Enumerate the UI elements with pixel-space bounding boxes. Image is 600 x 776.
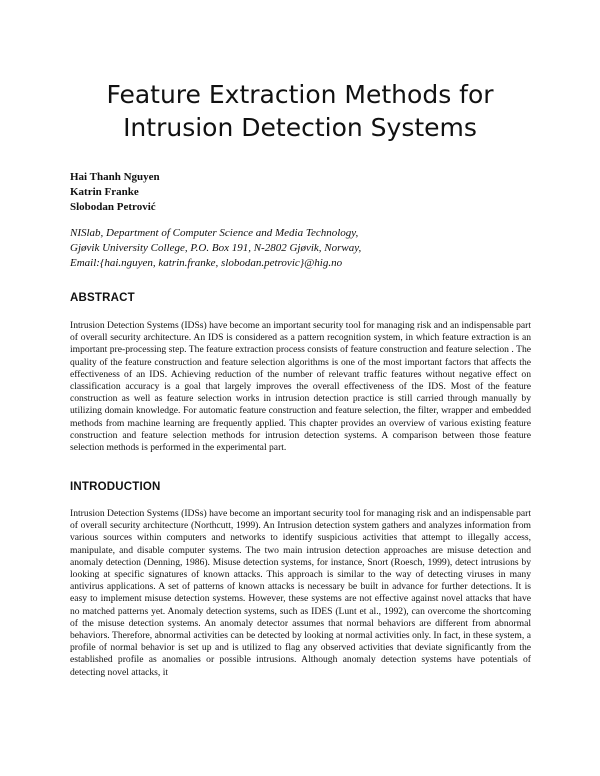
- author-name: Katrin Franke: [70, 186, 139, 198]
- title-line-2: Intrusion Detection Systems: [123, 113, 477, 142]
- abstract-heading: ABSTRACT: [70, 292, 135, 304]
- author-name: Slobodan Petrović: [70, 201, 156, 213]
- affiliation-email-line: Email:{hai.nguyen, katrin.franke, slobodan.petrovic}@hig.no: [70, 257, 343, 269]
- affiliation-block: [70, 226, 361, 271]
- affiliation-line: NISlab, Department of Computer Science and Media Technology,: [70, 227, 359, 239]
- introduction-heading: INTRODUCTION: [70, 481, 161, 493]
- author-name: Hai Thanh Nguyen: [70, 171, 160, 183]
- title-line-1: Feature Extraction Methods for: [106, 80, 494, 109]
- affiliation-line: Gjøvik University College, P.O. Box 191, N-2802 Gjøvik, Norway,: [70, 242, 362, 254]
- introduction-paragraph: Intrusion Detection Systems (IDSs) have become an important security tool for managing risk and an indispensable part of overall security architecture (Northcutt, 1999). An Intrusion detection system gathers and analyzes information from various sources within computers and networks to identify suspicious activities that attempt to illegally access, manipulate, and disable computer systems. The two main intrusion detection approaches are misuse detection and anomaly detection (Denning, 1986). Misuse detection systems, for instance, Snort (Roesch, 1999), detect intrusions by looking at specific signatures of known attacks. This approach is similar to the way of detecting viruses in many antivirus applications. A set of patterns of known attacks is necessary be built in advance for further detections. It is easy to implement misuse detection systems. However, these systems are not effective against novel attacks that have no matched patterns yet. Anomaly detection systems, such as IDES (Lunt et al., 1992), can overcome the shortcoming of the misuse detection systems. An anomaly detector assumes that normal behaviors are different from abnormal behaviors. Therefore, abnormal activities can be detected by looking at normal activities only. In fact, in these system, a profile of normal behavior is set up and is utilized to flag any observed activities that deviate significantly from the established profile as anomalies or possible intrusions. Although anomaly detection systems have potentials of detecting novel attacks, it: [70, 508, 531, 678]
- abstract-paragraph: Intrusion Detection Systems (IDSs) have become an important security tool for managing risk and an indispensable part of overall security architecture. An IDS is considered as a pattern recognition system, in which feature extraction is an important pre-processing step. The feature extraction process consists of feature construction and feature selection . The quality of the feature construction and feature selection algorithms is one of the most important factors that affects the effectiveness of an IDS. Achieving reduction of the number of relevant traffic features without negative effect on classification accuracy is a goal that largely improves the overall effectiveness of the IDS. Most of the feature construction as well as feature selection works in intrusion detection practice is still carried through manually by utilizing domain knowledge. For automatic feature construction and feature selection, the filter, wrapper and embedded methods from machine learning are frequently applied. This chapter provides an overview of various existing feature construction and feature selection methods for intrusion detection systems. A comparison between those feature selection methods is performed in the experimental part.: [70, 320, 531, 454]
- author-list: [70, 170, 160, 215]
- paper-title: [40, 78, 560, 144]
